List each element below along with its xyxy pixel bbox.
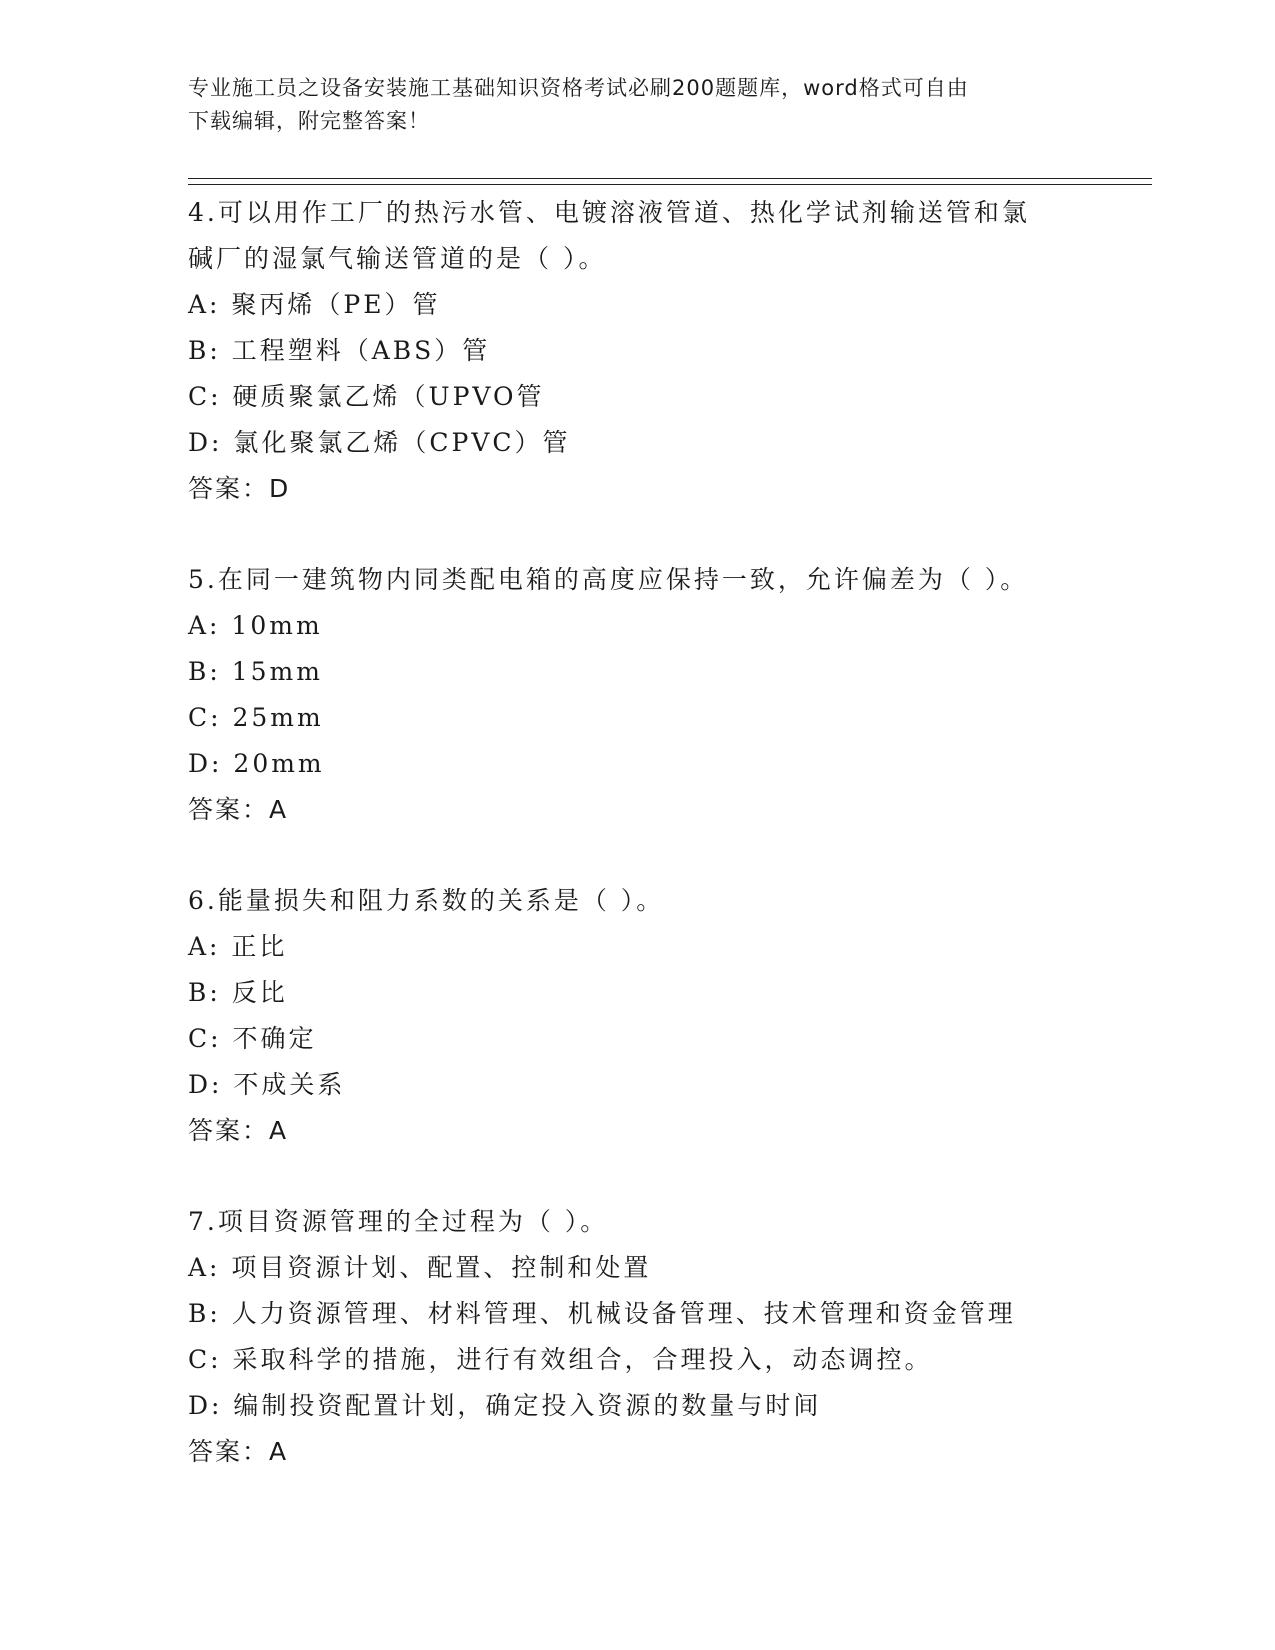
option-c: C: 25mm	[188, 703, 324, 732]
option-b: B: 15mm	[188, 657, 323, 686]
header-line-1: 专业施工员之设备安装施工基础知识资格考试必刷200题题库，word格式可自由	[188, 76, 969, 100]
question-stem-line: 4.可以用作工厂的热污水管、电镀溶液管道、热化学试剂输送管和氯	[188, 198, 1030, 227]
answer-line: 答案：D	[188, 474, 291, 503]
option-d: D: 氯化聚氯乙烯（CPVC）管	[188, 428, 571, 457]
question-stem-line: 碱厂的湿氯气输送管道的是（ ）。	[188, 244, 607, 273]
option-b: B: 工程塑料（ABS）管	[188, 336, 491, 365]
option-a: A: 项目资源计划、配置、控制和处置	[188, 1253, 652, 1282]
question-7	[188, 1199, 1148, 1475]
option-c: C: 采取科学的措施，进行有效组合，合理投入，动态调控。	[188, 1345, 933, 1374]
question-stem-line: 6.能量损失和阻力系数的关系是（ ）。	[188, 886, 665, 915]
option-d: D: 20mm	[188, 749, 325, 778]
option-d: D: 不成关系	[188, 1070, 346, 1099]
question-4	[188, 190, 1148, 512]
question-stem-line: 5.在同一建筑物内同类配电箱的高度应保持一致，允许偏差为（ ）。	[188, 565, 1029, 594]
option-b: B: 人力资源管理、材料管理、机械设备管理、技术管理和资金管理	[188, 1299, 1016, 1328]
question-6	[188, 878, 1148, 1154]
question-stem-line: 7.项目资源管理的全过程为（ ）。	[188, 1207, 609, 1236]
answer-line: 答案：A	[188, 1437, 289, 1466]
option-a: A: 10mm	[188, 611, 323, 640]
document-header	[188, 72, 1088, 138]
option-c: C: 硬质聚氯乙烯（UPVO管	[188, 382, 545, 411]
answer-line: 答案：A	[188, 1116, 289, 1145]
question-5	[188, 557, 1148, 833]
option-a: A: 聚丙烯（PE）管	[188, 290, 441, 319]
answer-line: 答案：A	[188, 795, 289, 824]
option-d: D: 编制投资配置计划，确定投入资源的数量与时间	[188, 1391, 822, 1420]
question-list	[188, 190, 1148, 1520]
header-divider-top	[188, 178, 1152, 179]
header-line-2: 下载编辑，附完整答案！	[188, 109, 430, 133]
option-a: A: 正比	[188, 932, 288, 961]
option-b: B: 反比	[188, 978, 288, 1007]
option-c: C: 不确定	[188, 1024, 317, 1053]
header-divider-bottom	[188, 184, 1152, 185]
